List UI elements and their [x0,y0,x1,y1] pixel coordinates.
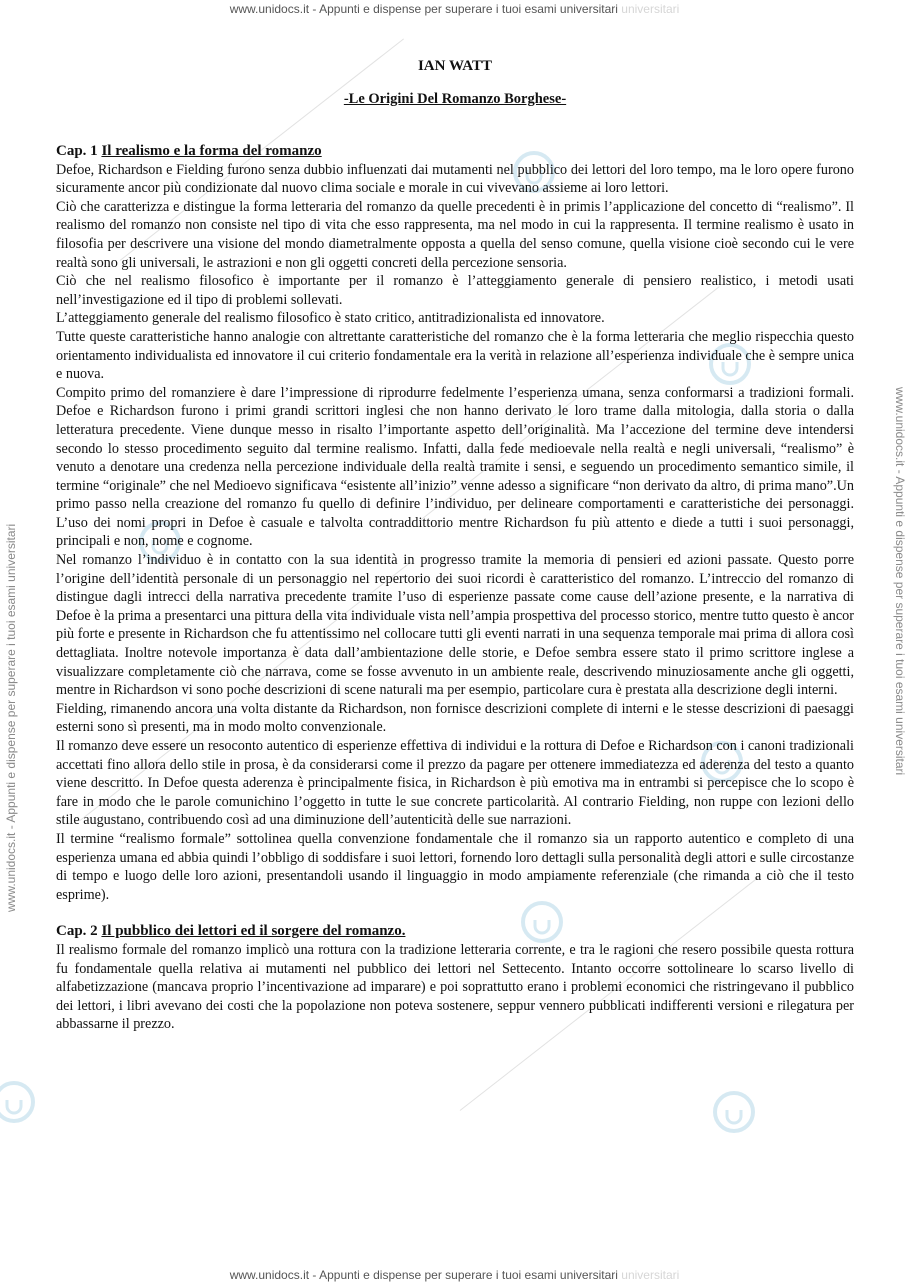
watermark-faded-word: universitari [621,2,680,16]
chapter-heading [56,922,854,941]
body-paragraph: Il termine “realismo formale” sottolinea quella convenzione fondamentale che il romanzo sia un rapporto autentico e completo di una esperienza umana ed abbia quindi l’obbligo di soddisfare i suoi lettori, fornendo loro dettagli sulla personalità degli attori e sulle circostanze di tempo e luogo delle loro azioni, presentandoli usando il linguaggio in modo ampiamente referenziale (che rimanda a ciò che il testo esprime). [56,830,854,903]
watermark-side-right: www.unidocs.it - Appunti e dispense per superare i tuoi esami universitari [893,387,907,776]
chapter-section [56,142,854,904]
body-paragraph: Ciò che nel realismo filosofico è importante per il romanzo è l’atteggiamento generale di pensiero realistico, i metodi usati nell’investigazione ed il tipo di problemi sollevati. [56,273,854,308]
body-paragraph: Defoe, Richardson e Fielding furono senza dubbio influenzati dai mutamenti nel pubblico dei lettori del loro tempo, ma le loro opere furono sicuramente ancor più condizionate dal nuovo clima sociale e morale in cui vivevano assieme ai loro lettori. [56,161,854,197]
chapters-container [56,142,854,1034]
chapter-section [56,922,854,1034]
chapter-title: Il realismo e la forma del romanzo [101,143,322,159]
chapter-heading [56,142,854,161]
watermark-footer [0,1268,909,1286]
body-paragraph: Ciò che caratterizza e distingue la forma letteraria del romanzo da quelle precedenti è in primis l’applicazione del concetto di “realismo”. Il realismo del romanzo non consiste nel tipo di vita che esso rappresenta, ma nel modo in cui la rappresenta. Il termine realismo è usato in filosofia per descrivere una visione del mondo diametralmente opposta a quella del senso comune, quella visione cioè secondo cui le vere realtà sono gli universali, le astrazioni e non gli oggetti concreti della percezione sensoria. [56,198,854,271]
watermark-faded-word: universitari [621,1268,680,1282]
document-author: IAN WATT [417,58,493,74]
body-paragraph: Il romanzo deve essere un resoconto autentico di esperienze effettiva di individui e la rottura di Defoe e Richardson con i canoni tradizionali accettati fino allora dello stile in prosa, è da considerarsi come il prezzo da pagare per ottenere immediatezza ed aderenza del testo a quanto viene descritto. In Defoe questa aderenza è principalmente fisica, in Richardson è più emotiva ma in entrambi si percepisce che lo scopo è fare in modo che le parole comunichino l’oggetto in tutte le sue concrete particolarità. Al contrario Fielding, non ruppe con lezioni dello stile augustano, contribuendo così ad una diminuzione dell’autenticità delle sue narrazioni. [56,738,854,829]
watermark-tagline: - Appunti e dispense per superare i tuoi esami universitari [312,2,618,16]
watermark-header [0,2,909,20]
body-paragraph: Tutte queste caratteristiche hanno analogie con altrettante caratteristiche del romanzo che è la forma letteraria che meglio rispecchia questo orientamento individualista ed innovatore il cui criterio fondamentale era la verità in relazione all’esperienza individuale che è sempre unica e nuova. [56,328,854,383]
watermark-side-left: www.unidocs.it - Appunti e dispense per superare i tuoi esami universitari [4,523,18,912]
chapter-label: Cap. 1 [56,143,98,159]
document-subtitle: -Le Origini Del Romanzo Borghese- [343,91,567,107]
unidocs-logo-icon [0,1080,36,1124]
watermark-site: www.unidocs.it [229,2,310,16]
watermark-site: www.unidocs.it [229,1268,310,1282]
body-paragraph: Fielding, rimanendo ancora una volta distante da Richardson, non fornisce descrizioni complete di interni e le stesse descrizioni di paesaggi esterni sono sì presenti, ma in modo molto convenzionale. [56,700,854,736]
watermark-tagline: - Appunti e dispense per superare i tuoi esami universitari [312,1268,618,1282]
body-paragraph: Compito primo del romanziere è dare l’impressione di riprodurre fedelmente l’esperienza umana, senza conformarsi a tradizioni formali. Defoe e Richardson furono i primi grandi scrittori inglesi che non hanno derivato le loro trame dalla mitologia, dalla storia o dalla letteratura precedente. Viene dunque messo in risalto l’importante aspetto dell’originalità. Ma l’accezione del termine deve intendersi secondo lo stesso procedimento seguito dal termine realismo. Infatti, dalla fede medioevale nella realtà e negli universali, “realismo” è venuto a denotare una credenza nella percezione individuale della realtà tramite i sensi, e seguendo un procedimento semantico simile, il termine “originale” che nel Medioevo significava “esistente all’inizio” venne adesso a significare “non derivato da altro, di prima mano”.Un primo passo nella creazione del romanzo fu quello di definire l’individuo, per delineare comportamenti e caratteristiche dei personaggi. L’uso dei nomi propri in Defoe è casuale e talvolta contraddittorio mentre Richardson fu più attento e diede a tutti i suoi personaggi, principali e non, nome e cognome. [56,384,854,550]
chapter-title: Il pubblico dei lettori ed il sorgere del romanzo. [101,923,406,940]
document-page [56,52,854,1052]
body-paragraph: Nel romanzo l’individuo è in contatto con la sua identità in progresso tramite la memoria di pensieri ed azioni passate. Questo porre l’origine dell’identità personale di un personaggio nel repertorio dei suoi ricordi è caratteristico del romanzo. L’intreccio del romanzo di distingue dagli intrecci della narrativa precedente tramite l’uso di esperienze passate come cause dell’azione presente, e la narrativa di Defoe è la prima a presentarci una pittura della vita individuale vista nell’ampia prospettiva del processo storico, mentre tutto questo è ancor più forte e presente in Richardson che fu attentissimo nel collocare tutti gli eventi narrati in una sequenza temporale mai prima di allora così dettagliata. Inoltre notevole importanza è data dall’ambientazione delle storie, e Defoe sembra essere stato il primo scrittore inglese a visualizzare completamente ciò che narrava, come se fosse avvenuto in un ambiente reale, descrivendo minuziosamente anche gli oggetti, mentre in Richardson vi sono poche descrizioni di scene naturali ma per esempio, particolare cura è prestata alla descrizione degli interni. [56,552,854,699]
body-paragraph: L’atteggiamento generale del realismo filosofico è stato critico, antitradizionalista ed innovatore. [56,310,605,327]
chapter-label: Cap. 2 [56,923,98,940]
unidocs-logo-icon [712,1090,756,1134]
body-paragraph: Il realismo formale del romanzo implicò una rottura con la tradizione letteraria corrente, e tra le ragioni che resero possibile questa rottura fu fondamentale quella relativa ai mutamenti nel pubblico dei lettori nel Settecento. Intanto occorre sottolineare lo scarso livello di alfabetizzazione (mancava proprio l’incentivazione ad imparare) e poi soprattutto erano i problemi economici che ristringevano il pubblico dei lettori, i libri avevano dei costi che la popolazione non poteva sostenere, seppur vennero pubblicati indifferenti versioni e rilegatura per abbassarne il prezzo. [56,941,854,1033]
